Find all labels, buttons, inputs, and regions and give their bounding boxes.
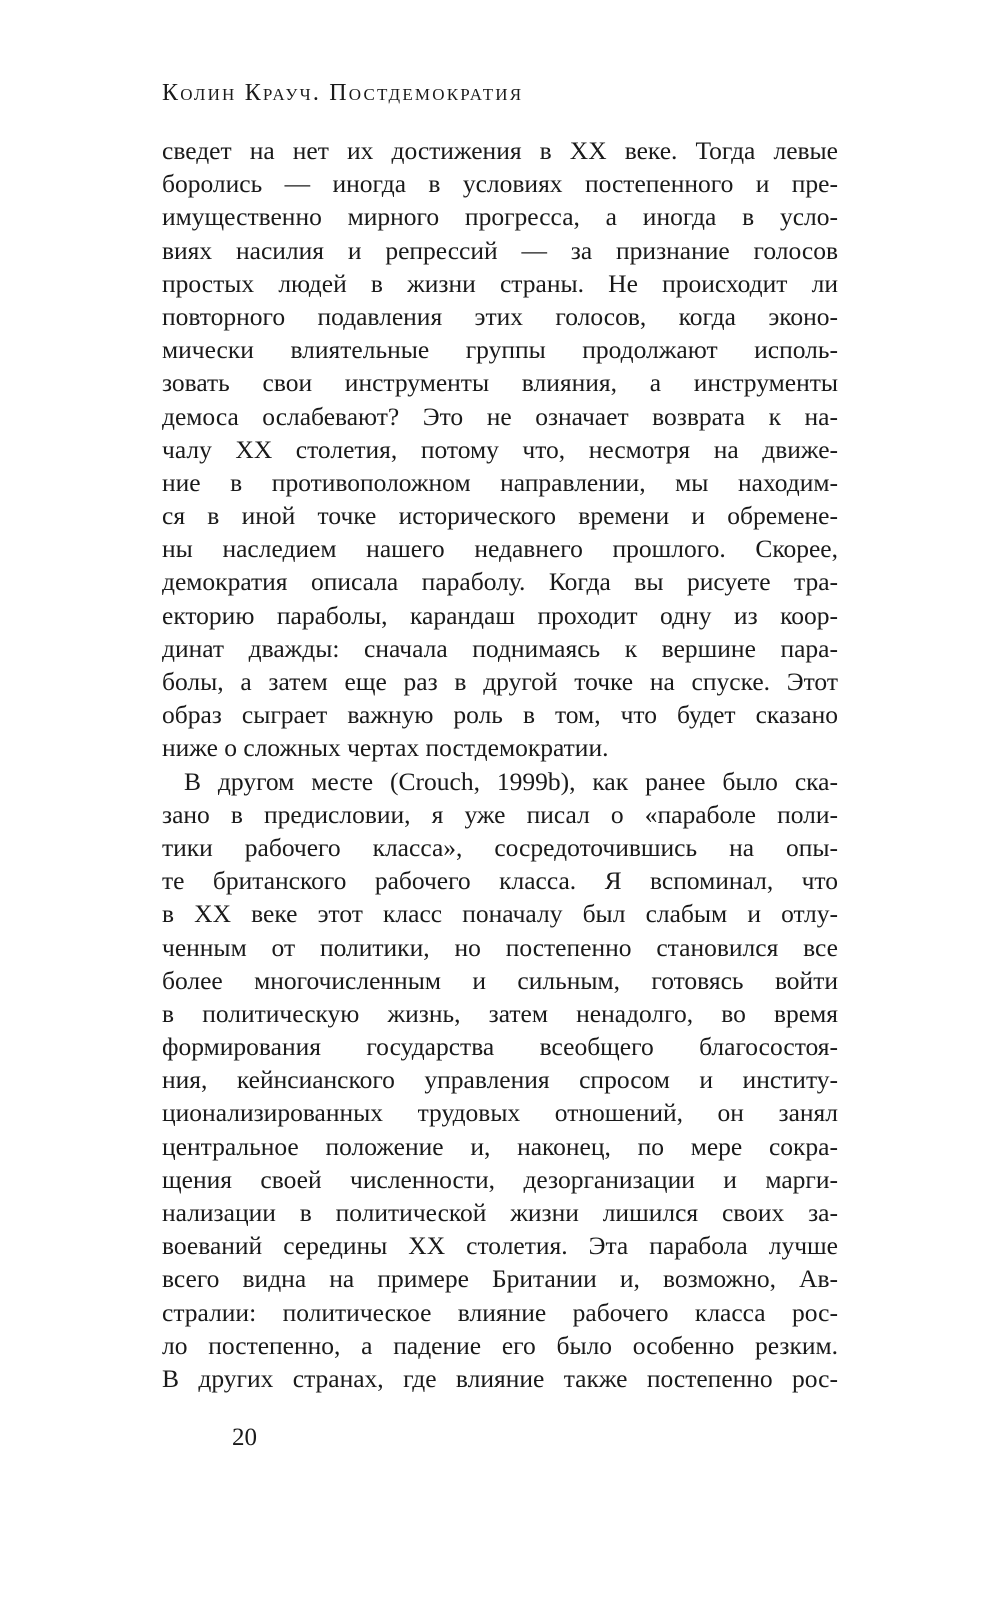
text-line: воеваний середины XX столетия. Эта парабола лучше <box>162 1231 838 1261</box>
page-number: 20 <box>232 1424 257 1451</box>
text-line: В других странах, где влияние также постепенно рос- <box>162 1363 838 1393</box>
text-line: В другом месте (Crouch, 1999b), как ранее было ска- <box>184 766 838 796</box>
paragraph <box>162 134 838 765</box>
text-line: повторного подавления этих голосов, когда эконо- <box>162 301 838 331</box>
text-line: в XX веке этот класс поначалу был слабым и отлу- <box>162 899 838 929</box>
text-line: ны наследием нашего недавнего прошлого. Скорее, <box>162 534 838 564</box>
text-line: щения своей численности, дезорганизации и марги- <box>162 1164 838 1194</box>
text-line: мически влиятельные группы продолжают исполь- <box>162 335 838 365</box>
text-line: нализации в политической жизни лишился своих за- <box>162 1198 838 1227</box>
text-line: ченным от политики, но постепенно становился все <box>162 932 838 962</box>
text-line: имущественно мирного прогресса, а иногда в усло- <box>162 202 838 232</box>
text-line: ние в противоположном направлении, мы находим- <box>162 467 838 497</box>
text-line: более многочисленным и сильным, готовясь войти <box>162 965 838 995</box>
body-text <box>162 134 838 1395</box>
text-line: формирования государства всеобщего благосостоя- <box>162 1032 838 1062</box>
text-line: зовать свои инструменты влияния, а инструменты <box>162 368 838 398</box>
text-line: боролись — иногда в условиях постепенного и пре- <box>162 169 838 199</box>
text-line: болы, а затем еще раз в другой точке на спуске. Этот <box>162 667 838 696</box>
text-line: те британского рабочего класса. Я вспоминал, что <box>162 866 838 896</box>
text-line: екторию параболы, карандаш проходит одну из коор- <box>162 600 838 630</box>
running-header: Колин Крауч. Постдемократия <box>162 80 524 106</box>
text-line: зано в предисловии, я уже писал о «параболе поли- <box>162 799 838 829</box>
text-line: виях насилия и репрессий — за признание голосов <box>162 235 838 265</box>
text-line: чалу XX столетия, потому что, несмотря на движе- <box>162 434 838 464</box>
text-line: ционализированных трудовых отношений, он занял <box>162 1098 838 1128</box>
text-line: сведет на нет их достижения в XX веке. Тогда левые <box>162 136 838 165</box>
text-line: демоса ослабевают? Это не означает возврата к на- <box>162 401 838 431</box>
paragraph <box>162 765 838 1396</box>
text-line: всего видна на примере Британии и, возможно, Ав- <box>162 1264 838 1294</box>
text-line: ниже о сложных чертах постдемократии. <box>162 733 609 763</box>
text-line: стралии: политическое влияние рабочего класса рос- <box>162 1297 838 1327</box>
text-line: демократия описала параболу. Когда вы рисуете тра- <box>162 567 838 597</box>
text-line: ло постепенно, а падение его было особенно резким. <box>162 1330 838 1360</box>
text-line: тики рабочего класса», сосредоточившись на опы- <box>162 832 838 862</box>
text-line: центральное положение и, наконец, по мере сокра- <box>162 1131 838 1161</box>
text-line: ся в иной точке исторического времени и обремене- <box>162 501 838 531</box>
text-line: динат дважды: сначала поднимаясь к вершине пара- <box>162 633 838 663</box>
text-line: ния, кейнсианского управления спросом и институ- <box>162 1065 838 1095</box>
text-line: образ сыграет важную роль в том, что будет сказано <box>162 700 838 730</box>
text-line: простых людей в жизни страны. Не происходит ли <box>162 268 838 298</box>
text-line: в политическую жизнь, затем ненадолго, во время <box>162 998 838 1028</box>
